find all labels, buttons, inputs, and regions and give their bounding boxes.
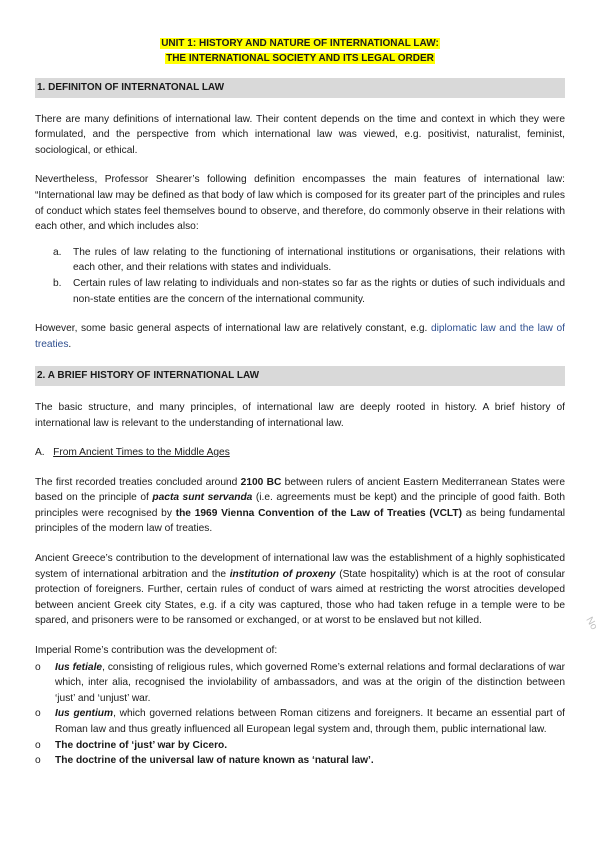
subheading-a: [35, 445, 565, 461]
treaties-paragraph: The first recorded treaties concluded around 2100 BC between rulers of ancient Eastern Mediterranean States were based on the principle of pacta sunt servanda (i.e. agreements must be kept) and the principle of good faith. Both principles were recognised by the 1969 Vienna Convention of the Law of Treaties (VCLT) as being fundamental principles of the modern law of treaties.: [35, 476, 565, 535]
list-item: [53, 276, 565, 307]
list-marker: a.: [53, 246, 62, 258]
list-item-text: The rules of law relating to the functioning of international institutions or organisations, their relations with each other, and their relations with states and individuals.: [73, 246, 565, 274]
subheading-marker: A.: [35, 447, 45, 459]
side-note-label: No: [583, 615, 600, 632]
bullet-marker: o: [35, 661, 41, 673]
section-2-heading: 2. A BRIEF HISTORY OF INTERNATIONAL LAW: [35, 366, 565, 386]
unit-title: [35, 36, 565, 66]
list-marker: b.: [53, 277, 62, 289]
list-item: o The doctrine of ‘just’ war by Cicero.: [55, 738, 565, 754]
bullet-marker: o: [35, 739, 41, 751]
title-line-1: UNIT 1: HISTORY AND NATURE OF INTERNATIONAL LAW:: [161, 38, 439, 49]
section-1-paragraph-3: However, some basic general aspects of international law are relatively constant, e.g. diplomatic law and the law of treaties.: [35, 323, 566, 350]
list-item: o Ius fetiale, consisting of religious rules, which governed Rome’s external relations and formal declarations of war which, inter alia, recognised the inviolability of ambassadors, and was at the origin of the distinction between ‘just’ and ‘unjust’ war.: [35, 661, 566, 704]
subheading-title: From Ancient Times to the Middle Ages: [53, 447, 230, 459]
title-line-2: THE INTERNATIONAL SOCIETY AND ITS LEGAL ORDER: [166, 53, 434, 64]
rome-intro: Imperial Rome’s contribution was the development of:: [35, 645, 278, 657]
document-page: [35, 36, 565, 769]
section-2-paragraph-1: The basic structure, and many principles, of international law are deeply rooted in history. A brief history of international law is relevant to the understanding of international law.: [35, 401, 565, 429]
bullet-marker: o: [35, 755, 41, 767]
section-1-paragraph-2: Nevertheless, Professor Shearer’s following definition encompasses the main features of international law: “International law may be defined as that body of law which is composed for its greater part of the principles and rules of conduct which states feel themselves bound to observe, and therefore, do commonly observe in their relations with each other, and which includes also:: [35, 174, 565, 233]
rome-list: [35, 660, 565, 769]
list-item: o Ius gentium, which governed relations between Roman citizens and foreigners. It became an essential part of Roman law and thus greatly influenced all European legal system and, through them, public international law.: [35, 708, 565, 735]
list-item: [53, 245, 565, 276]
greece-paragraph: Ancient Greece’s contribution to the development of international law was the establishment of a highly sophisticated system of international arbitration and the institution of proxeny (State hospitality) which is at the root of consular protection of foreigners. Further, certain rules of conduct of wars aimed at restricting the worst atrocities developed between ancient Greek city States, e.g. if a city was captured, those who had taken refuge in a temple were to be spared, and prisoners were to be ransomed or exchanged, or at worst to be enslaved but not killed.: [35, 553, 566, 627]
treaties-link[interactable]: diplomatic law and the law of treaties: [35, 323, 566, 350]
list-item: o The doctrine of the universal law of nature known as ‘natural law’.: [55, 753, 565, 769]
bullet-marker: o: [35, 708, 41, 720]
section-1-heading: 1. DEFINITON OF INTERNATONAL LAW: [35, 78, 565, 98]
definition-list: [35, 245, 565, 307]
list-item-text: Certain rules of law relating to individuals and non-states so far as the rights or duties of such individuals and non-state entities are the concern of the international community.: [73, 277, 565, 305]
section-1-paragraph-1: There are many definitions of international law. Their content depends on the time and context in which they were formulated, and the perspective from which international law was viewed, e.g. positivist, naturalist, feminist, sociological, or ethical.: [35, 113, 565, 156]
